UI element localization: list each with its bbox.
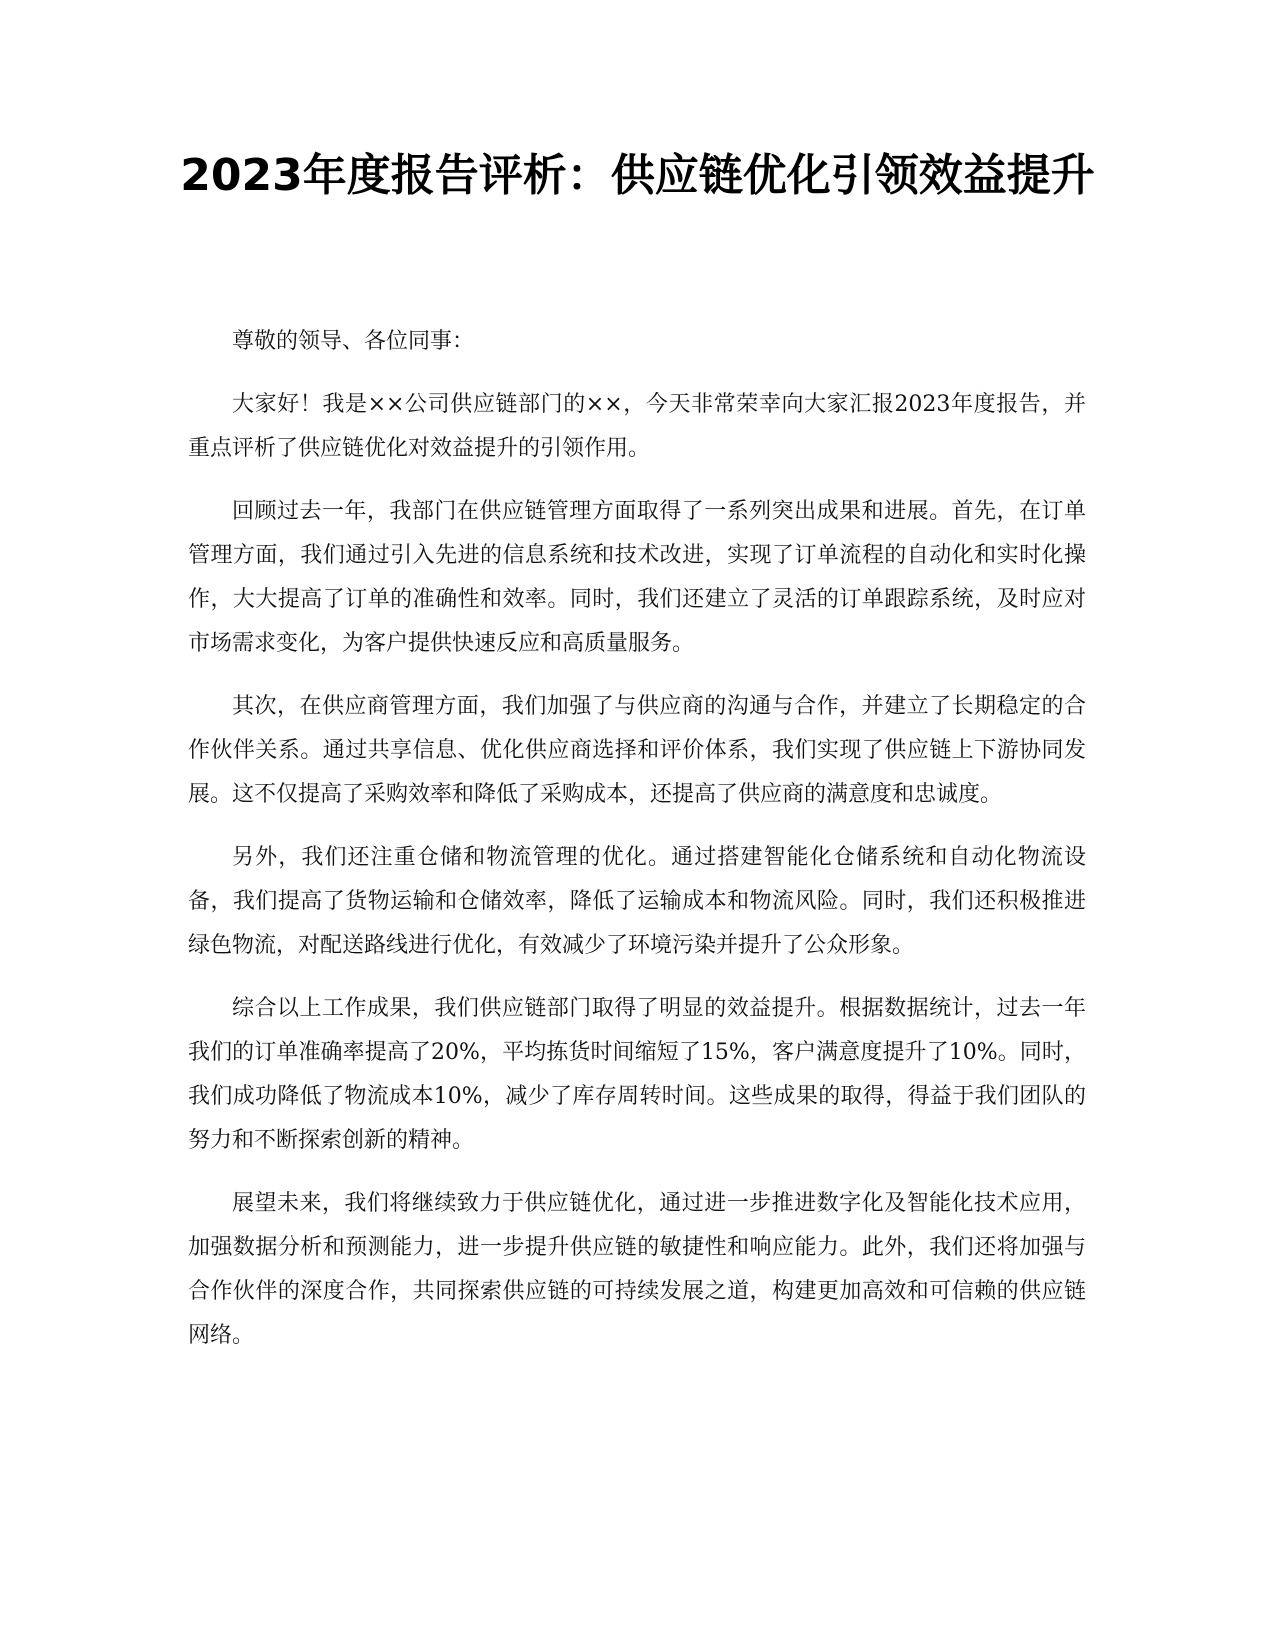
document-body [188,320,1086,1377]
review-paragraph: 回顾过去一年，我部门在供应链管理方面取得了一系列突出成果和进展。首先，在订单管理方面，我们通过引入先进的信息系统和技术改进，实现了订单流程的自动化和实时化操作，大大提高了订单的准确性和效率。同时，我们还建立了灵活的订单跟踪系统，及时应对市场需求变化，为客户提供快速反应和高质量服务。 [188,499,1086,656]
supplier-paragraph: 其次，在供应商管理方面，我们加强了与供应商的沟通与合作，并建立了长期稳定的合作伙伴关系。通过共享信息、优化供应商选择和评价体系，我们实现了供应链上下游协同发展。这不仅提高了采购效率和降低了采购成本，还提高了供应商的满意度和忠诚度。 [188,694,1086,807]
outlook-paragraph: 展望未来，我们将继续致力于供应链优化，通过进一步推进数字化及智能化技术应用，加强数据分析和预测能力，进一步提升供应链的敏捷性和响应能力。此外，我们还将加强与合作伙伴的深度合作，共同探索供应链的可持续发展之道，构建更加高效和可信赖的供应链网络。 [188,1191,1086,1348]
logistics-paragraph: 另外，我们还注重仓储和物流管理的优化。通过搭建智能化仓储系统和自动化物流设备，我们提高了货物运输和仓储效率，降低了运输成本和物流风险。同时，我们还积极推进绿色物流，对配送路线进行优化，有效减少了环境污染并提升了公众形象。 [188,845,1086,958]
greeting-paragraph: 尊敬的领导、各位同事： [232,329,475,354]
document-title: 2023年度报告评析：供应链优化引领效益提升 [180,150,1095,201]
intro-paragraph: 大家好！我是××公司供应链部门的××，今天非常荣幸向大家汇报2023年度报告，并重点评析了供应链优化对效益提升的引领作用。 [188,392,1086,461]
results-paragraph: 综合以上工作成果，我们供应链部门取得了明显的效益提升。根据数据统计，过去一年我们的订单准确率提高了20%，平均拣货时间缩短了15%，客户满意度提升了10%。同时，我们成功降低了物流成本10%，减少了库存周转时间。这些成果的取得，得益于我们团队的努力和不断探索创新的精神。 [188,996,1086,1153]
